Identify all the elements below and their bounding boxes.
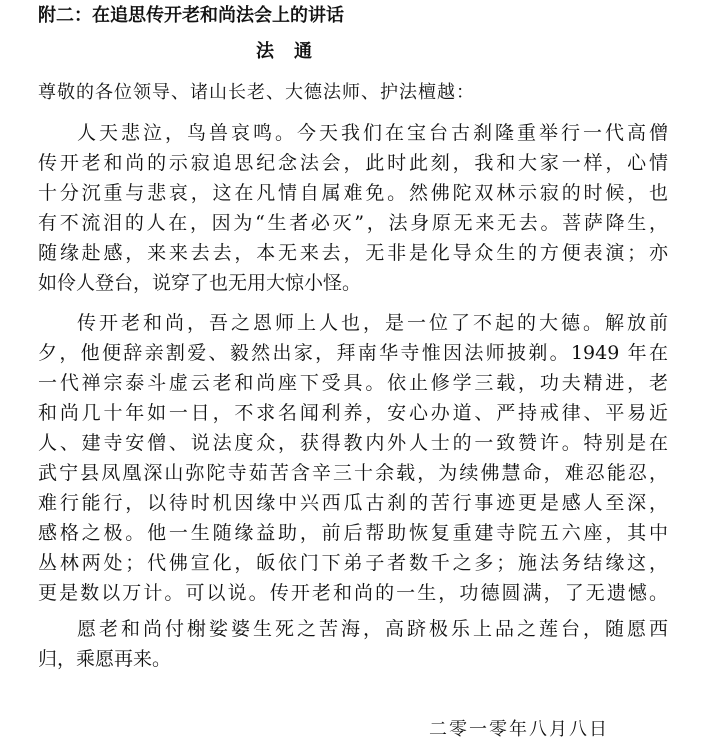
paragraph-1-line-4: 有不流泪的人在，因为“生者必灭”，法身原无来无去。菩萨降生， bbox=[38, 212, 668, 234]
paragraph-1-line-3: 十分沉重与悲哀，这在凡情自属难免。然佛陀双林示寂的时候，也 bbox=[38, 182, 668, 204]
paragraph-2-line-10: 更是数以万计。可以说。传开老和尚的一生，功德圆满，了无遗憾。 bbox=[38, 582, 668, 604]
paragraph-2-line-5: 人、建寺安僧、说法度众，获得教内外人士的一致赞许。特别是在 bbox=[38, 432, 668, 454]
paragraph-2-line-1: 传开老和尚，吾之恩师上人也，是一位了不起的大德。解放前 bbox=[77, 312, 668, 334]
paragraph-2-line-3: 一代禅宗泰斗虚云老和尚座下受具。依止修学三载，功夫精进，老 bbox=[38, 372, 668, 394]
author-name: 法通 bbox=[256, 41, 332, 62]
paragraph-1-line-1: 人天悲泣，鸟兽哀鸣。今天我们在宝台古刹隆重举行一代高僧 bbox=[77, 122, 668, 144]
paragraph-3-line-1: 愿老和尚付榭娑婆生死之苦海，高跻极乐上品之莲台，随愿西 bbox=[77, 618, 668, 640]
paragraph-2-line-7: 难行能行，以待时机因缘中兴西瓜古刹的苦行事迹更是感人至深， bbox=[38, 492, 668, 514]
paragraph-2-line-9: 丛林两处；代佛宣化，皈依门下弟子者数千之多；施法务结缘这， bbox=[38, 552, 668, 574]
paragraph-3-line-2: 归，乘愿再来。 bbox=[38, 648, 172, 670]
document-date: 二零一零年八月八日 bbox=[429, 719, 609, 740]
salutation: 尊敬的各位领导、诸山长老、大德法师、护法檀越： bbox=[38, 82, 475, 103]
paragraph-1-line-2: 传开老和尚的示寂追思纪念法会，此时此刻，我和大家一样，心情 bbox=[38, 152, 668, 174]
paragraph-1-line-5: 随缘赴感，来来去去，本无来去，无非是化导众生的方便表演；亦 bbox=[38, 242, 668, 264]
paragraph-2-line-8: 感格之极。他一生随缘益助，前后帮助恢复重建寺院五六座，其中 bbox=[38, 522, 668, 544]
paragraph-1-line-6: 如伶人登台，说穿了也无用大惊小怪。 bbox=[38, 272, 362, 294]
document-heading: 附二：在追思传开老和尚法会上的讲话 bbox=[38, 5, 344, 26]
paragraph-2-line-4: 和尚几十年如一日，不求名闻利养，安心办道、严持戒律、平易近 bbox=[38, 402, 668, 424]
paragraph-2-line-6: 武宁县凤凰深山弥陀寺茹苦含辛三十余载，为续佛慧命，难忍能忍， bbox=[38, 462, 668, 484]
paragraph-2-line-2: 夕，他便辞亲割爱、毅然出家，拜南华寺惟因法师披剃。1949 年在 bbox=[38, 342, 668, 364]
